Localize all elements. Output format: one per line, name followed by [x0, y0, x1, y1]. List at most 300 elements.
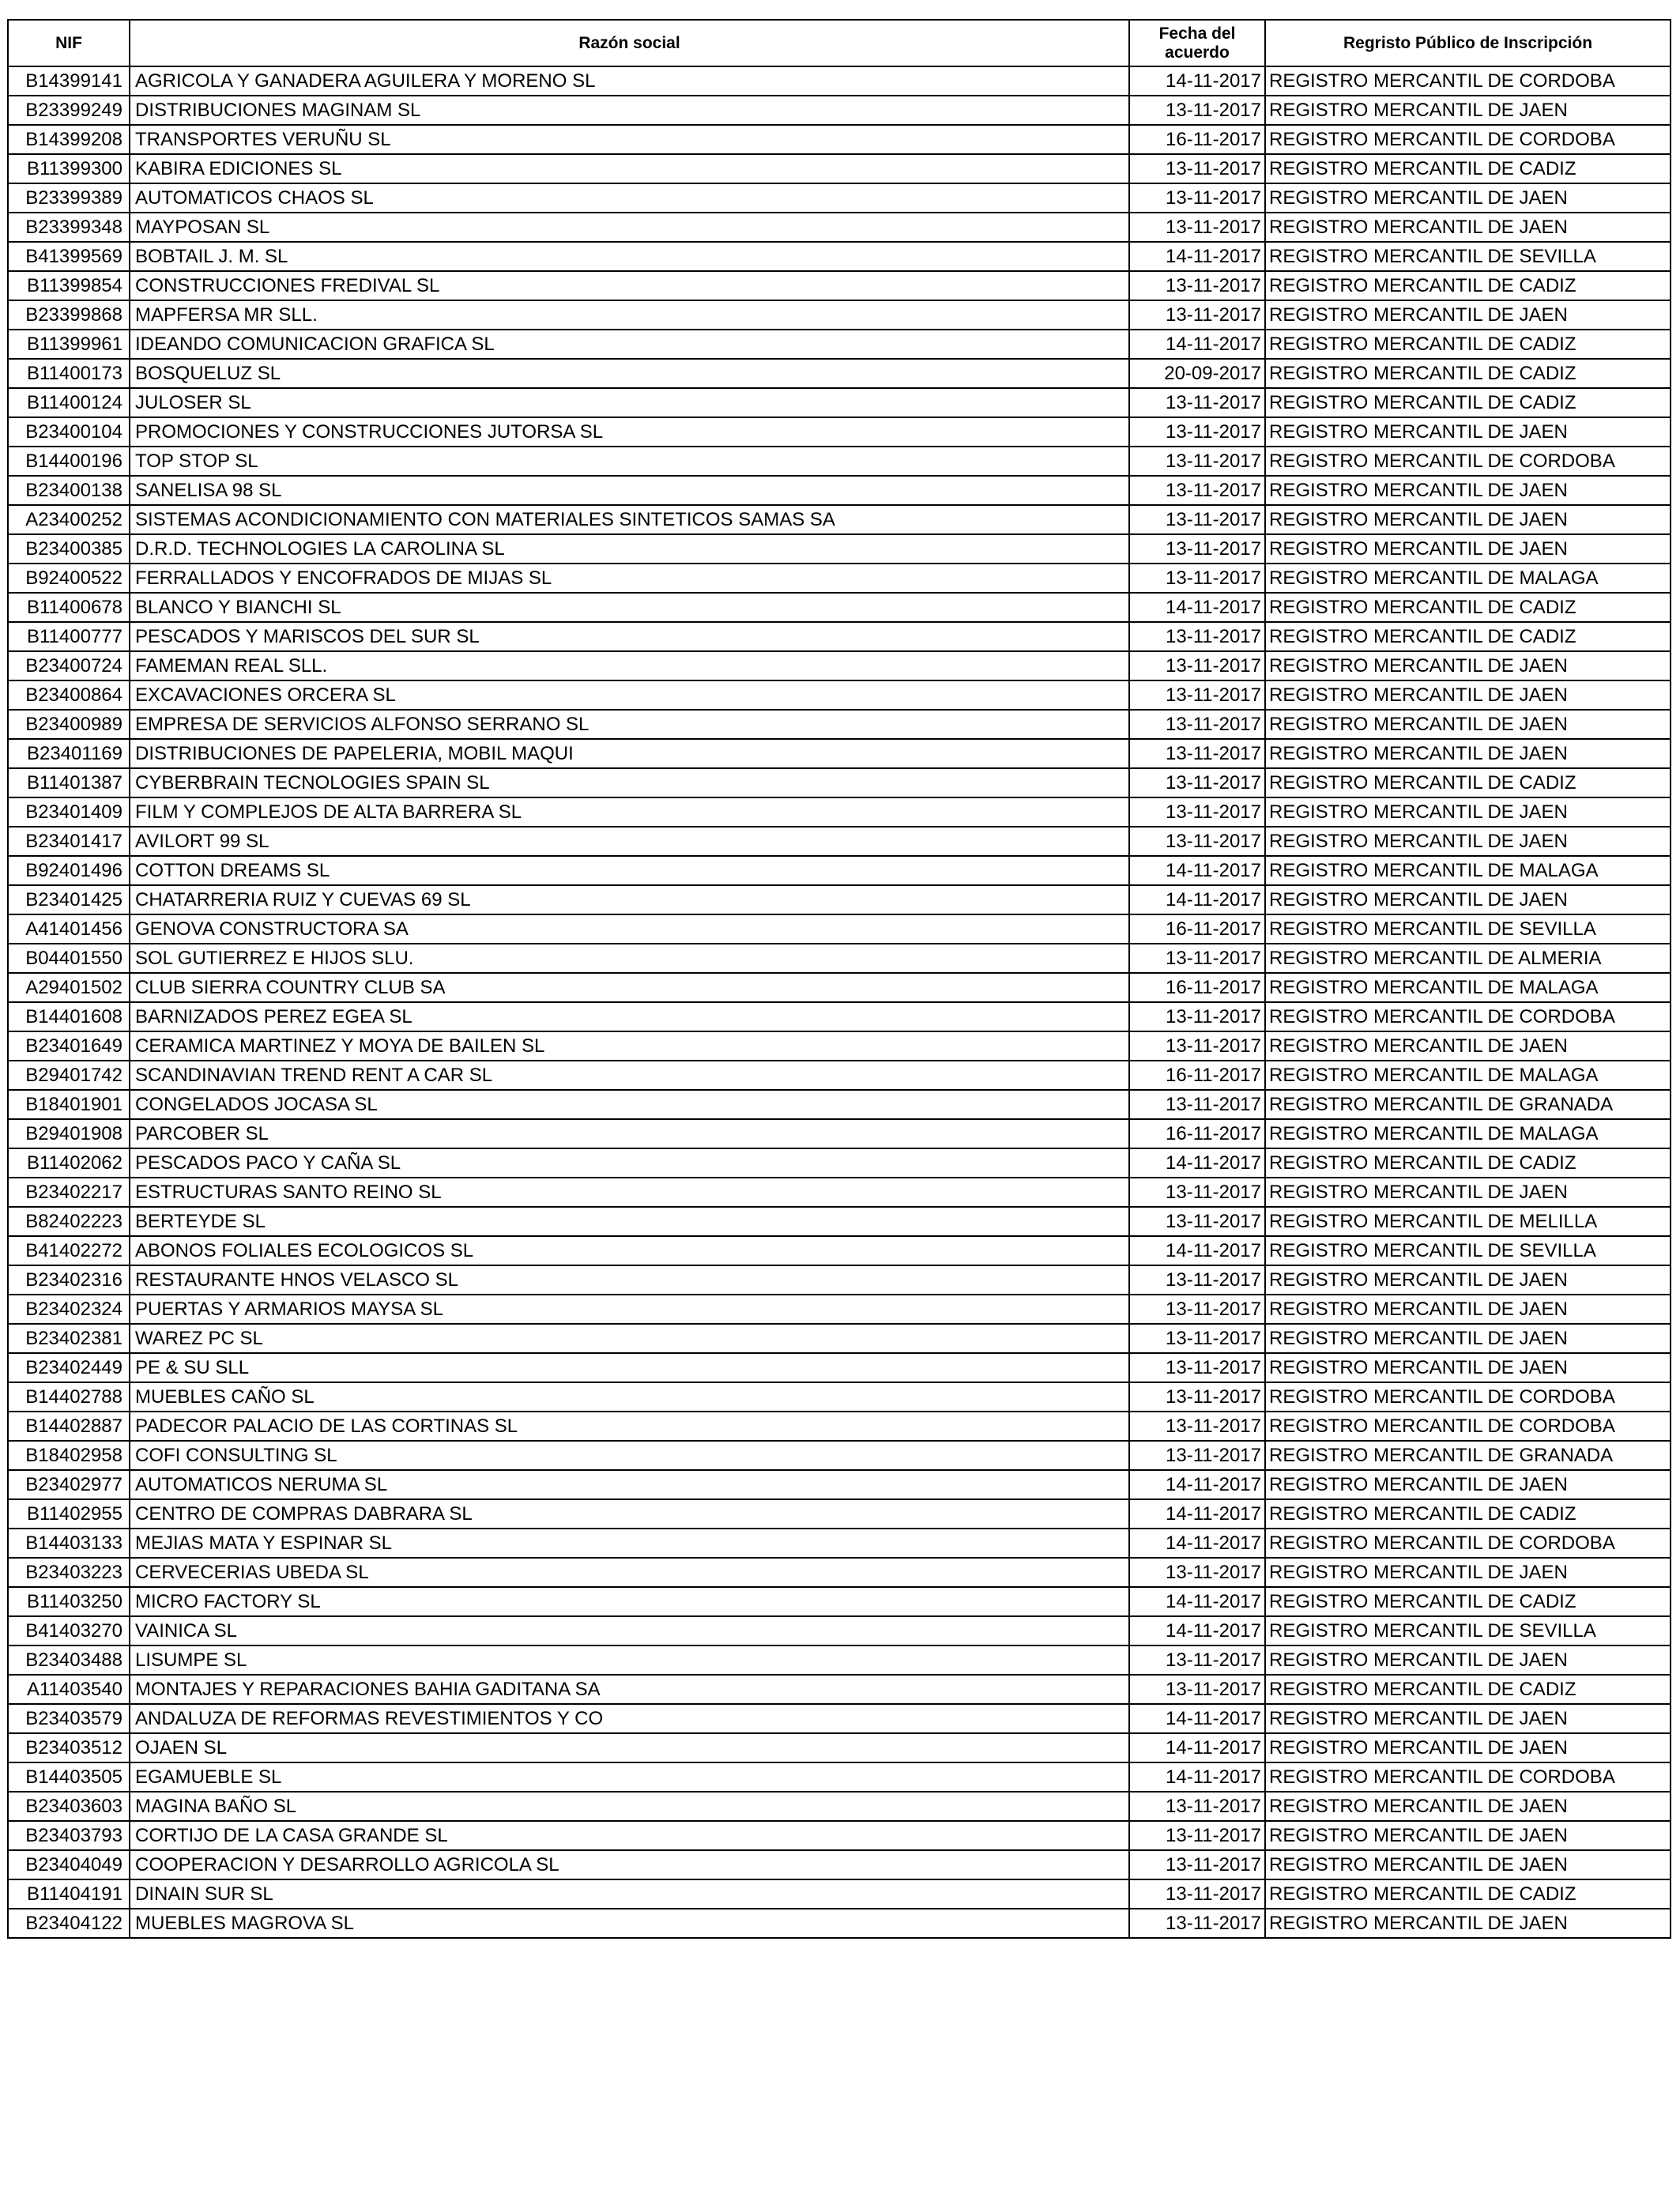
cell-razon-social: AGRICOLA Y GANADERA AGUILERA Y MORENO SL [130, 66, 1129, 96]
table-row [8, 1499, 1671, 1529]
cell-registro: REGISTRO MERCANTIL DE JAEN [1265, 1733, 1671, 1762]
cell-fecha: 13-11-2017 [1129, 564, 1265, 593]
table-row [8, 739, 1671, 768]
cell-registro: REGISTRO MERCANTIL DE JAEN [1265, 827, 1671, 856]
cell-fecha: 14-11-2017 [1129, 330, 1265, 359]
cell-fecha: 13-11-2017 [1129, 1879, 1265, 1909]
table-row [8, 768, 1671, 797]
cell-registro: REGISTRO MERCANTIL DE CORDOBA [1265, 447, 1671, 476]
cell-nif: B23403793 [8, 1821, 130, 1850]
cell-registro: REGISTRO MERCANTIL DE SEVILLA [1265, 1236, 1671, 1265]
cell-registro: REGISTRO MERCANTIL DE MALAGA [1265, 1061, 1671, 1090]
table-body [8, 66, 1671, 1938]
cell-nif: B82402223 [8, 1207, 130, 1236]
cell-fecha: 13-11-2017 [1129, 417, 1265, 447]
cell-fecha: 13-11-2017 [1129, 388, 1265, 417]
cell-fecha: 16-11-2017 [1129, 914, 1265, 944]
cell-razon-social: COFI CONSULTING SL [130, 1441, 1129, 1470]
cell-nif: B11400173 [8, 359, 130, 388]
cell-nif: B29401742 [8, 1061, 130, 1090]
cell-fecha: 14-11-2017 [1129, 1148, 1265, 1178]
cell-fecha: 13-11-2017 [1129, 1207, 1265, 1236]
cell-fecha: 13-11-2017 [1129, 651, 1265, 680]
cell-registro: REGISTRO MERCANTIL DE CADIZ [1265, 1675, 1671, 1704]
table-row [8, 1236, 1671, 1265]
cell-fecha: 13-11-2017 [1129, 271, 1265, 300]
cell-fecha: 13-11-2017 [1129, 1909, 1265, 1938]
table-row [8, 1909, 1671, 1938]
table-row [8, 1148, 1671, 1178]
cell-razon-social: SOL GUTIERREZ E HIJOS SLU. [130, 944, 1129, 973]
cell-nif: B23404049 [8, 1850, 130, 1879]
cell-fecha: 14-11-2017 [1129, 1704, 1265, 1733]
cell-registro: REGISTRO MERCANTIL DE JAEN [1265, 680, 1671, 710]
table-row [8, 944, 1671, 973]
cell-fecha: 13-11-2017 [1129, 300, 1265, 330]
cell-nif: B41402272 [8, 1236, 130, 1265]
table-row [8, 96, 1671, 125]
table-row [8, 1441, 1671, 1470]
table-row [8, 476, 1671, 505]
cell-fecha: 16-11-2017 [1129, 1119, 1265, 1148]
cell-nif: B23400989 [8, 710, 130, 739]
cell-fecha: 13-11-2017 [1129, 1441, 1265, 1470]
table-row [8, 125, 1671, 154]
cell-nif: B23399348 [8, 213, 130, 242]
cell-fecha: 14-11-2017 [1129, 1733, 1265, 1762]
cell-nif: B23402316 [8, 1265, 130, 1295]
header-nif: NIF [8, 20, 130, 66]
cell-registro: REGISTRO MERCANTIL DE CADIZ [1265, 593, 1671, 622]
cell-nif: B92401496 [8, 856, 130, 885]
cell-registro: REGISTRO MERCANTIL DE MELILLA [1265, 1207, 1671, 1236]
cell-registro: REGISTRO MERCANTIL DE JAEN [1265, 1178, 1671, 1207]
cell-razon-social: MAPFERSA MR SLL. [130, 300, 1129, 330]
cell-razon-social: EMPRESA DE SERVICIOS ALFONSO SERRANO SL [130, 710, 1129, 739]
header-razon-social: Razón social [130, 20, 1129, 66]
cell-nif: A29401502 [8, 973, 130, 1002]
cell-razon-social: COOPERACION Y DESARROLLO AGRICOLA SL [130, 1850, 1129, 1879]
cell-fecha: 14-11-2017 [1129, 1762, 1265, 1792]
cell-razon-social: PESCADOS PACO Y CAÑA SL [130, 1148, 1129, 1178]
cell-nif: B18402958 [8, 1441, 130, 1470]
cell-nif: B11402955 [8, 1499, 130, 1529]
cell-registro: REGISTRO MERCANTIL DE JAEN [1265, 1704, 1671, 1733]
cell-razon-social: ANDALUZA DE REFORMAS REVESTIMIENTOS Y CO [130, 1704, 1129, 1733]
cell-razon-social: RESTAURANTE HNOS VELASCO SL [130, 1265, 1129, 1295]
cell-nif: A41401456 [8, 914, 130, 944]
cell-fecha: 13-11-2017 [1129, 1675, 1265, 1704]
table-row [8, 1733, 1671, 1762]
cell-registro: REGISTRO MERCANTIL DE MALAGA [1265, 1119, 1671, 1148]
cell-razon-social: SANELISA 98 SL [130, 476, 1129, 505]
cell-fecha: 14-11-2017 [1129, 242, 1265, 271]
cell-razon-social: EGAMUEBLE SL [130, 1762, 1129, 1792]
cell-fecha: 13-11-2017 [1129, 1558, 1265, 1587]
cell-nif: B11400678 [8, 593, 130, 622]
cell-fecha: 13-11-2017 [1129, 1353, 1265, 1382]
cell-registro: REGISTRO MERCANTIL DE GRANADA [1265, 1090, 1671, 1119]
cell-registro: REGISTRO MERCANTIL DE ALMERIA [1265, 944, 1671, 973]
cell-registro: REGISTRO MERCANTIL DE JAEN [1265, 651, 1671, 680]
table-row [8, 1382, 1671, 1412]
table-row [8, 1324, 1671, 1353]
cell-razon-social: TRANSPORTES VERUÑU SL [130, 125, 1129, 154]
cell-nif: B23402217 [8, 1178, 130, 1207]
cell-fecha: 16-11-2017 [1129, 125, 1265, 154]
cell-registro: REGISTRO MERCANTIL DE JAEN [1265, 1909, 1671, 1938]
cell-registro: REGISTRO MERCANTIL DE JAEN [1265, 885, 1671, 914]
cell-razon-social: ESTRUCTURAS SANTO REINO SL [130, 1178, 1129, 1207]
header-fecha-acuerdo: Fecha del acuerdo [1129, 20, 1265, 66]
cell-fecha: 13-11-2017 [1129, 1792, 1265, 1821]
cell-nif: B14401608 [8, 1002, 130, 1031]
table-row [8, 797, 1671, 827]
table-row [8, 651, 1671, 680]
cell-nif: B23400385 [8, 534, 130, 564]
cell-razon-social: CONGELADOS JOCASA SL [130, 1090, 1129, 1119]
cell-nif: B23399868 [8, 300, 130, 330]
cell-razon-social: CERVECERIAS UBEDA SL [130, 1558, 1129, 1587]
table-row [8, 1031, 1671, 1061]
cell-nif: B23403488 [8, 1646, 130, 1675]
cell-fecha: 13-11-2017 [1129, 96, 1265, 125]
table-row [8, 680, 1671, 710]
cell-nif: B14402788 [8, 1382, 130, 1412]
cell-registro: REGISTRO MERCANTIL DE JAEN [1265, 797, 1671, 827]
cell-fecha: 13-11-2017 [1129, 154, 1265, 183]
cell-nif: B14399208 [8, 125, 130, 154]
table-row [8, 183, 1671, 213]
cell-razon-social: FAMEMAN REAL SLL. [130, 651, 1129, 680]
cell-fecha: 14-11-2017 [1129, 885, 1265, 914]
cell-fecha: 14-11-2017 [1129, 66, 1265, 96]
table-row [8, 1090, 1671, 1119]
cell-registro: REGISTRO MERCANTIL DE JAEN [1265, 300, 1671, 330]
cell-registro: REGISTRO MERCANTIL DE CADIZ [1265, 1879, 1671, 1909]
cell-nif: B11402062 [8, 1148, 130, 1178]
cell-razon-social: FERRALLADOS Y ENCOFRADOS DE MIJAS SL [130, 564, 1129, 593]
cell-registro: REGISTRO MERCANTIL DE JAEN [1265, 1821, 1671, 1850]
cell-registro: REGISTRO MERCANTIL DE CORDOBA [1265, 1412, 1671, 1441]
cell-razon-social: SCANDINAVIAN TREND RENT A CAR SL [130, 1061, 1129, 1090]
cell-registro: REGISTRO MERCANTIL DE SEVILLA [1265, 914, 1671, 944]
cell-registro: REGISTRO MERCANTIL DE CORDOBA [1265, 1762, 1671, 1792]
cell-razon-social: PESCADOS Y MARISCOS DEL SUR SL [130, 622, 1129, 651]
cell-fecha: 16-11-2017 [1129, 1061, 1265, 1090]
cell-fecha: 13-11-2017 [1129, 768, 1265, 797]
cell-registro: REGISTRO MERCANTIL DE JAEN [1265, 1353, 1671, 1382]
table-row [8, 1119, 1671, 1148]
cell-nif: B23401649 [8, 1031, 130, 1061]
cell-registro: REGISTRO MERCANTIL DE CADIZ [1265, 330, 1671, 359]
cell-registro: REGISTRO MERCANTIL DE CORDOBA [1265, 1002, 1671, 1031]
cell-registro: REGISTRO MERCANTIL DE CADIZ [1265, 359, 1671, 388]
table-row [8, 1792, 1671, 1821]
cell-fecha: 13-11-2017 [1129, 1850, 1265, 1879]
registry-table [7, 19, 1671, 1939]
cell-razon-social: PE & SU SLL [130, 1353, 1129, 1382]
table-row [8, 564, 1671, 593]
cell-registro: REGISTRO MERCANTIL DE JAEN [1265, 476, 1671, 505]
cell-nif: B23403603 [8, 1792, 130, 1821]
table-header [8, 20, 1671, 66]
cell-razon-social: FILM Y COMPLEJOS DE ALTA BARRERA SL [130, 797, 1129, 827]
cell-registro: REGISTRO MERCANTIL DE MALAGA [1265, 973, 1671, 1002]
cell-registro: REGISTRO MERCANTIL DE CADIZ [1265, 271, 1671, 300]
cell-nif: B41399569 [8, 242, 130, 271]
cell-nif: B23402449 [8, 1353, 130, 1382]
cell-nif: B11399300 [8, 154, 130, 183]
cell-fecha: 16-11-2017 [1129, 973, 1265, 1002]
cell-fecha: 13-11-2017 [1129, 1821, 1265, 1850]
cell-fecha: 13-11-2017 [1129, 534, 1265, 564]
cell-nif: B23404122 [8, 1909, 130, 1938]
table-row [8, 1675, 1671, 1704]
cell-fecha: 14-11-2017 [1129, 1470, 1265, 1499]
cell-nif: B23400864 [8, 680, 130, 710]
cell-nif: B92400522 [8, 564, 130, 593]
cell-nif: B14399141 [8, 66, 130, 96]
cell-razon-social: IDEANDO COMUNICACION GRAFICA SL [130, 330, 1129, 359]
cell-razon-social: GENOVA CONSTRUCTORA SA [130, 914, 1129, 944]
cell-fecha: 13-11-2017 [1129, 1382, 1265, 1412]
cell-fecha: 13-11-2017 [1129, 476, 1265, 505]
table-row [8, 505, 1671, 534]
table-row [8, 1821, 1671, 1850]
cell-razon-social: BOBTAIL J. M. SL [130, 242, 1129, 271]
cell-fecha: 13-11-2017 [1129, 739, 1265, 768]
cell-fecha: 13-11-2017 [1129, 944, 1265, 973]
table-row [8, 534, 1671, 564]
table-row [8, 1178, 1671, 1207]
cell-registro: REGISTRO MERCANTIL DE JAEN [1265, 1295, 1671, 1324]
cell-razon-social: BARNIZADOS PEREZ EGEA SL [130, 1002, 1129, 1031]
cell-razon-social: MUEBLES CAÑO SL [130, 1382, 1129, 1412]
cell-registro: REGISTRO MERCANTIL DE SEVILLA [1265, 1616, 1671, 1646]
table-row [8, 1412, 1671, 1441]
table-row [8, 885, 1671, 914]
cell-registro: REGISTRO MERCANTIL DE CADIZ [1265, 388, 1671, 417]
cell-fecha: 13-11-2017 [1129, 505, 1265, 534]
cell-razon-social: BOSQUELUZ SL [130, 359, 1129, 388]
cell-fecha: 14-11-2017 [1129, 1236, 1265, 1265]
table-row [8, 856, 1671, 885]
cell-registro: REGISTRO MERCANTIL DE CADIZ [1265, 154, 1671, 183]
table-row [8, 1646, 1671, 1675]
cell-registro: REGISTRO MERCANTIL DE JAEN [1265, 1558, 1671, 1587]
cell-razon-social: CERAMICA MARTINEZ Y MOYA DE BAILEN SL [130, 1031, 1129, 1061]
cell-fecha: 13-11-2017 [1129, 183, 1265, 213]
table-row [8, 710, 1671, 739]
cell-nif: B04401550 [8, 944, 130, 973]
table-row [8, 973, 1671, 1002]
table-row [8, 388, 1671, 417]
table-row [8, 1762, 1671, 1792]
cell-fecha: 13-11-2017 [1129, 1646, 1265, 1675]
cell-registro: REGISTRO MERCANTIL DE CADIZ [1265, 622, 1671, 651]
cell-fecha: 13-11-2017 [1129, 680, 1265, 710]
cell-registro: REGISTRO MERCANTIL DE JAEN [1265, 1792, 1671, 1821]
cell-registro: REGISTRO MERCANTIL DE MALAGA [1265, 564, 1671, 593]
table-row [8, 1002, 1671, 1031]
table-row [8, 1061, 1671, 1090]
cell-nif: B23401417 [8, 827, 130, 856]
cell-registro: REGISTRO MERCANTIL DE JAEN [1265, 96, 1671, 125]
table-row [8, 300, 1671, 330]
cell-fecha: 13-11-2017 [1129, 447, 1265, 476]
cell-fecha: 14-11-2017 [1129, 856, 1265, 885]
cell-registro: REGISTRO MERCANTIL DE JAEN [1265, 1850, 1671, 1879]
cell-razon-social: WAREZ PC SL [130, 1324, 1129, 1353]
table-row [8, 1879, 1671, 1909]
table-row [8, 154, 1671, 183]
cell-nif: B23400724 [8, 651, 130, 680]
cell-nif: A23400252 [8, 505, 130, 534]
table-row [8, 1353, 1671, 1382]
table-row [8, 622, 1671, 651]
cell-registro: REGISTRO MERCANTIL DE JAEN [1265, 710, 1671, 739]
cell-fecha: 13-11-2017 [1129, 1265, 1265, 1295]
table-row [8, 66, 1671, 96]
cell-razon-social: BLANCO Y BIANCHI SL [130, 593, 1129, 622]
cell-registro: REGISTRO MERCANTIL DE JAEN [1265, 183, 1671, 213]
cell-fecha: 13-11-2017 [1129, 1412, 1265, 1441]
header-registro: Regristo Público de Inscripción [1265, 20, 1671, 66]
cell-registro: REGISTRO MERCANTIL DE JAEN [1265, 1324, 1671, 1353]
cell-razon-social: TOP STOP SL [130, 447, 1129, 476]
cell-nif: B23403579 [8, 1704, 130, 1733]
cell-nif: B11403250 [8, 1587, 130, 1616]
cell-nif: B11400777 [8, 622, 130, 651]
cell-nif: B23401409 [8, 797, 130, 827]
table-row [8, 1470, 1671, 1499]
cell-nif: B11399961 [8, 330, 130, 359]
cell-fecha: 14-11-2017 [1129, 593, 1265, 622]
table-row [8, 1207, 1671, 1236]
table-row [8, 447, 1671, 476]
cell-razon-social: DISTRIBUCIONES MAGINAM SL [130, 96, 1129, 125]
cell-razon-social: MUEBLES MAGROVA SL [130, 1909, 1129, 1938]
cell-fecha: 14-11-2017 [1129, 1616, 1265, 1646]
cell-fecha: 13-11-2017 [1129, 1090, 1265, 1119]
cell-fecha: 13-11-2017 [1129, 1295, 1265, 1324]
cell-registro: REGISTRO MERCANTIL DE CORDOBA [1265, 66, 1671, 96]
cell-razon-social: CYBERBRAIN TECNOLOGIES SPAIN SL [130, 768, 1129, 797]
cell-razon-social: COTTON DREAMS SL [130, 856, 1129, 885]
cell-fecha: 13-11-2017 [1129, 1002, 1265, 1031]
cell-fecha: 13-11-2017 [1129, 710, 1265, 739]
table-row [8, 1616, 1671, 1646]
cell-registro: REGISTRO MERCANTIL DE CORDOBA [1265, 1382, 1671, 1412]
table-row [8, 827, 1671, 856]
table-row [8, 417, 1671, 447]
table-row [8, 330, 1671, 359]
cell-razon-social: EXCAVACIONES ORCERA SL [130, 680, 1129, 710]
cell-registro: REGISTRO MERCANTIL DE JAEN [1265, 1031, 1671, 1061]
table-row [8, 593, 1671, 622]
cell-razon-social: SISTEMAS ACONDICIONAMIENTO CON MATERIALES SINTETICOS SAMAS SA [130, 505, 1129, 534]
cell-fecha: 13-11-2017 [1129, 213, 1265, 242]
cell-razon-social: OJAEN SL [130, 1733, 1129, 1762]
cell-razon-social: MAGINA BAÑO SL [130, 1792, 1129, 1821]
cell-razon-social: ABONOS FOLIALES ECOLOGICOS SL [130, 1236, 1129, 1265]
cell-registro: REGISTRO MERCANTIL DE CADIZ [1265, 1499, 1671, 1529]
cell-fecha: 14-11-2017 [1129, 1529, 1265, 1558]
cell-registro: REGISTRO MERCANTIL DE CADIZ [1265, 1148, 1671, 1178]
cell-razon-social: LISUMPE SL [130, 1646, 1129, 1675]
cell-nif: B14403505 [8, 1762, 130, 1792]
table-row [8, 1850, 1671, 1879]
cell-nif: B11399854 [8, 271, 130, 300]
cell-razon-social: PARCOBER SL [130, 1119, 1129, 1148]
cell-nif: B23399389 [8, 183, 130, 213]
cell-razon-social: PADECOR PALACIO DE LAS CORTINAS SL [130, 1412, 1129, 1441]
cell-registro: REGISTRO MERCANTIL DE JAEN [1265, 213, 1671, 242]
cell-registro: REGISTRO MERCANTIL DE CADIZ [1265, 1587, 1671, 1616]
cell-registro: REGISTRO MERCANTIL DE JAEN [1265, 505, 1671, 534]
cell-registro: REGISTRO MERCANTIL DE MALAGA [1265, 856, 1671, 885]
cell-razon-social: DISTRIBUCIONES DE PAPELERIA, MOBIL MAQUI [130, 739, 1129, 768]
cell-fecha: 13-11-2017 [1129, 797, 1265, 827]
table-row [8, 1265, 1671, 1295]
table-row [8, 271, 1671, 300]
cell-razon-social: VAINICA SL [130, 1616, 1129, 1646]
cell-razon-social: MEJIAS MATA Y ESPINAR SL [130, 1529, 1129, 1558]
cell-razon-social: D.R.D. TECHNOLOGIES LA CAROLINA SL [130, 534, 1129, 564]
cell-registro: REGISTRO MERCANTIL DE CORDOBA [1265, 1529, 1671, 1558]
cell-nif: B23402977 [8, 1470, 130, 1499]
table-row [8, 914, 1671, 944]
table-row [8, 1704, 1671, 1733]
cell-nif: B14403133 [8, 1529, 130, 1558]
cell-razon-social: MONTAJES Y REPARACIONES BAHIA GADITANA SA [130, 1675, 1129, 1704]
cell-registro: REGISTRO MERCANTIL DE JAEN [1265, 1265, 1671, 1295]
cell-registro: REGISTRO MERCANTIL DE GRANADA [1265, 1441, 1671, 1470]
cell-nif: B23403512 [8, 1733, 130, 1762]
cell-fecha: 14-11-2017 [1129, 1587, 1265, 1616]
cell-nif: B23399249 [8, 96, 130, 125]
table-row [8, 213, 1671, 242]
cell-razon-social: KABIRA EDICIONES SL [130, 154, 1129, 183]
cell-nif: B23400138 [8, 476, 130, 505]
cell-razon-social: MAYPOSAN SL [130, 213, 1129, 242]
cell-registro: REGISTRO MERCANTIL DE SEVILLA [1265, 242, 1671, 271]
cell-fecha: 14-11-2017 [1129, 1499, 1265, 1529]
table-row [8, 1529, 1671, 1558]
cell-nif: B29401908 [8, 1119, 130, 1148]
cell-registro: REGISTRO MERCANTIL DE JAEN [1265, 1646, 1671, 1675]
cell-razon-social: AUTOMATICOS CHAOS SL [130, 183, 1129, 213]
cell-nif: B23402324 [8, 1295, 130, 1324]
cell-nif: B14402887 [8, 1412, 130, 1441]
header-row [8, 20, 1671, 66]
cell-nif: B23403223 [8, 1558, 130, 1587]
cell-nif: B11404191 [8, 1879, 130, 1909]
table-row [8, 1587, 1671, 1616]
table-row [8, 359, 1671, 388]
cell-razon-social: CENTRO DE COMPRAS DABRARA SL [130, 1499, 1129, 1529]
cell-nif: B23401169 [8, 739, 130, 768]
cell-registro: REGISTRO MERCANTIL DE CORDOBA [1265, 125, 1671, 154]
cell-registro: REGISTRO MERCANTIL DE JAEN [1265, 1470, 1671, 1499]
cell-fecha: 13-11-2017 [1129, 1324, 1265, 1353]
cell-nif: B23400104 [8, 417, 130, 447]
cell-razon-social: CONSTRUCCIONES FREDIVAL SL [130, 271, 1129, 300]
cell-fecha: 13-11-2017 [1129, 1178, 1265, 1207]
cell-nif: B11401387 [8, 768, 130, 797]
cell-nif: B14400196 [8, 447, 130, 476]
